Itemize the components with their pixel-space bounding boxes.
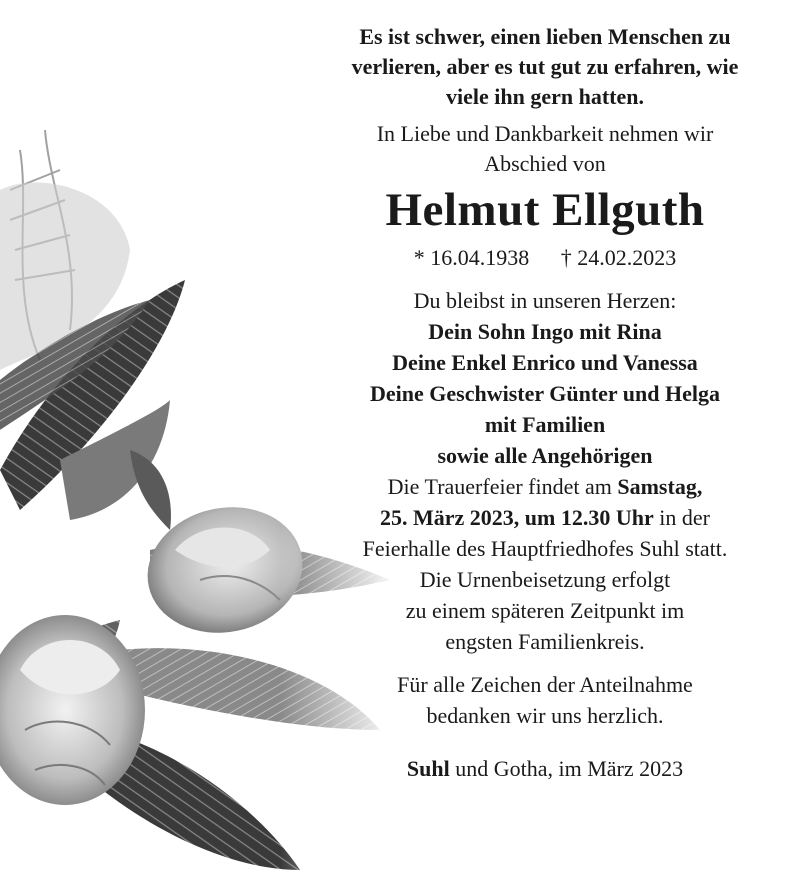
thanks-line: bedanken wir uns herzlich.	[426, 703, 664, 728]
signature	[290, 753, 800, 784]
mourner-line: sowie alle Angehörigen	[437, 443, 653, 468]
ceremony-line: zu einem späteren Zeitpunkt im	[405, 598, 685, 623]
ceremony-line: Feierhalle des Hauptfriedhofes Suhl statt.	[362, 536, 728, 561]
deceased-name: Helmut Ellguth	[385, 184, 705, 236]
ceremony-text: Die Trauerfeier findet am	[387, 474, 618, 499]
mourners-intro: Du bleibst in unseren Herzen:	[413, 288, 677, 313]
obituary-text	[290, 22, 800, 784]
ceremony-line	[290, 502, 800, 533]
farewell-line: Abschied von	[484, 151, 606, 176]
life-dates	[290, 243, 800, 273]
signature-text: und Gotha, im März 2023	[449, 756, 684, 781]
mourners-list	[290, 316, 800, 471]
birth-date: * 16.04.1938	[413, 245, 530, 270]
ceremony-datetime: 25. März 2023, um 12.30 Uhr	[380, 505, 654, 530]
farewell-intro	[290, 119, 800, 179]
ceremony-day: Samstag,	[617, 474, 703, 499]
ceremony-text: in der	[653, 505, 710, 530]
thanks	[290, 669, 800, 731]
farewell-line: In Liebe und Dankbarkeit nehmen wir	[376, 121, 714, 146]
mourner-line: Deine Enkel Enrico und Vanessa	[392, 350, 698, 375]
mourner-line: mit Familien	[484, 412, 606, 437]
ceremony-line: Die Urnenbeisetzung erfolgt	[419, 567, 671, 592]
mourner-line: Deine Geschwister Günter und Helga	[370, 381, 720, 406]
thanks-line: Für alle Zeichen der Anteilnahme	[397, 672, 693, 697]
quote-line: viele ihn gern hatten.	[446, 84, 644, 109]
ceremony-line: engsten Familienkreis.	[445, 629, 645, 654]
mourner-line: Dein Sohn Ingo mit Rina	[428, 319, 662, 344]
opening-quote	[290, 22, 800, 112]
signature-place: Suhl	[406, 756, 450, 781]
quote-line: Es ist schwer, einen lieben Menschen zu	[359, 24, 731, 49]
ceremony-line	[290, 471, 800, 502]
death-date: † 24.02.2023	[560, 245, 677, 270]
quote-line: verlieren, aber es tut gut zu erfahren, wie	[351, 54, 739, 79]
ceremony-info	[290, 471, 800, 657]
